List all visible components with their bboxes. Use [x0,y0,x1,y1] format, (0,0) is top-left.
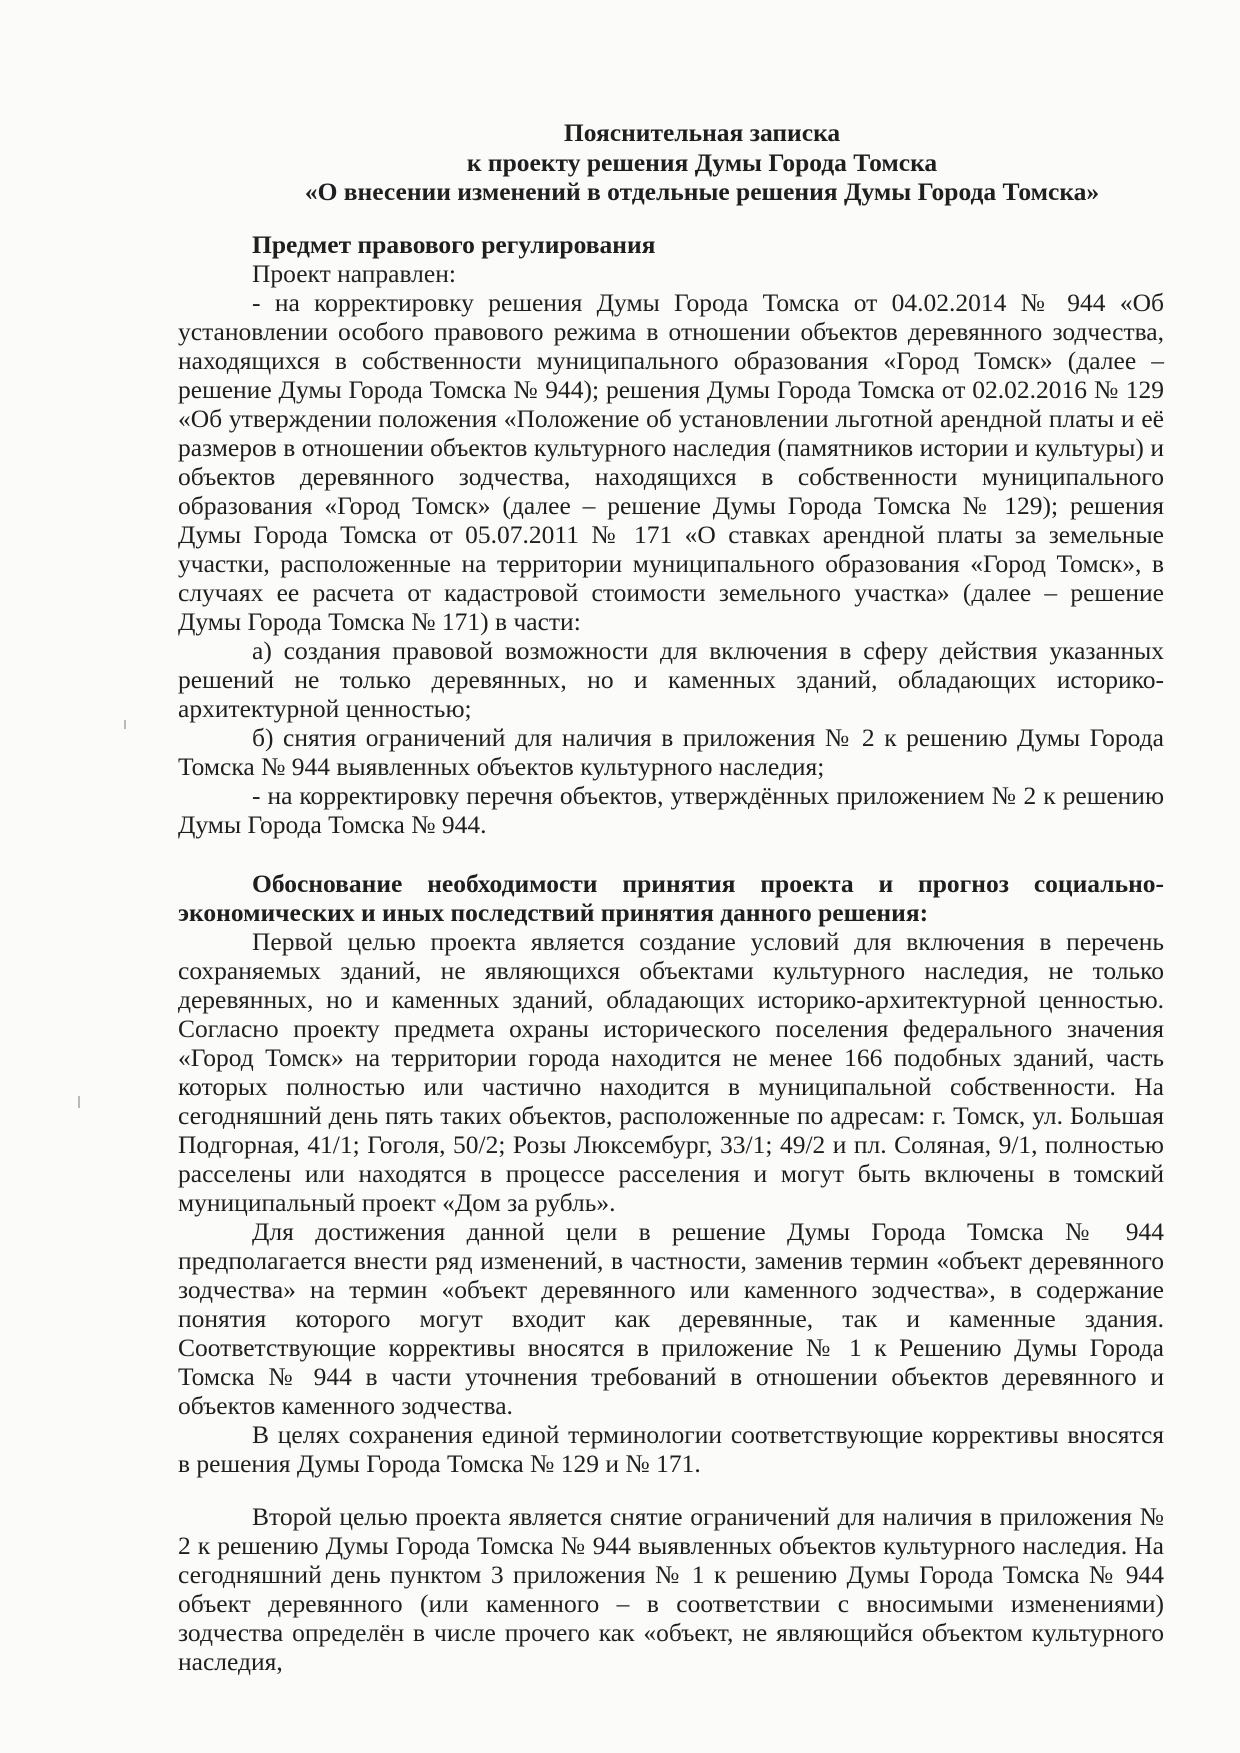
scan-artifact [124,720,126,729]
paragraph: В целях сохранения единой терминологии соответствующие коррективы вносятся в решения Думы Города Томска № 129 и № 171. [178,1420,1164,1478]
section-heading-justification: Обоснование необходимости принятия проекта и прогноз социально-экономических и иных последствий принятия данного решения: [178,869,1164,927]
paragraph: - на корректировку решения Думы Города Томска от 04.02.2014 № 944 «Об установлении особого правового режима в отношении объектов деревянного зодчества, находящихся в собственности муниципального образования «Город Томск» (далее – решение Думы Города Томска № 944); решения Думы Города Томска от 02.02.2016 № 129 «Об утверждении положения «Положение об установлении льготной арендной платы и её размеров в отношении объектов культурного наследия (памятников истории и культуры) и объектов деревянного зодчества, находящихся в собственности муниципального образования «Город Томск» (далее – решение Думы Города Томска № 129); решения Думы Города Томска от 05.07.2011 № 171 «О ставках арендной платы за земельные участки, расположенные на территории муниципального образования «Город Томск», в случаях ее расчета от кадастровой стоимости земельного участка» (далее – решение Думы Города Томска № 171) в части: [178,288,1164,636]
scan-artifact [78,1096,80,1108]
paragraph: а) создания правовой возможности для включения в сферу действия указанных решений не только деревянных, но и каменных зданий, обладающих историко-архитектурной ценностью; [178,636,1164,723]
document-title [160,118,1240,207]
paragraph: Для достижения данной цели в решение Думы Города Томска № 944 предполагается внести ряд изменений, в частности, заменив термин «объект деревянного зодчества» на термин «объект деревянного или каменного зодчества», в содержание понятия которого могут входит как деревянные, так и каменные здания. Соответствующие коррективы вносятся в приложение № 1 к Решению Думы Города Томска № 944 в части уточнения требований в отношении объектов деревянного и объектов каменного зодчества. [178,1217,1164,1420]
section-heading-subject: Предмет правового регулирования [252,230,656,259]
spacer [178,1478,1164,1502]
paragraph: Второй целью проекта является снятие ограничений для наличия в приложения № 2 к решению Думы Города Томска № 944 выявленных объектов культурного наследия. На сегодняшний день пунктом 3 приложения № 1 к решению Думы Города Томска № 944 объект деревянного (или каменного – в соответствии с вносимыми изменениями) зодчества определён в числе прочего как «объект, не являющийся объектом культурного наследия, [178,1502,1164,1676]
paragraph: Проект направлен: [252,259,456,288]
title-line-2: к проекту решения Думы Города Томска [466,147,938,177]
document-body [178,230,1164,1676]
paragraph: Первой целью проекта является создание условий для включения в перечень сохраняемых зданий, не являющихся объектами культурного наследия, не только деревянных, но и каменных зданий, обладающих историко-архитектурной ценностью. Согласно проекту предмета охраны исторического поселения федерального значения «Город Томск» на территории города находится не менее 166 подобных зданий, часть которых полностью или частично находится в муниципальной собственности. На сегодняшний день пять таких объектов, расположенные по адресам: г. Томск, ул. Большая Подгорная, 41/1; Гоголя, 50/2; Розы Люксембург, 33/1; 49/2 и пл. Соляная, 9/1, полностью расселены или находятся в процессе расселения и могут быть включены в томский муниципальный проект «Дом за рубль». [178,927,1164,1217]
paragraph: б) снятия ограничений для наличия в приложения № 2 к решению Думы Города Томска № 944 выявленных объектов культурного наследия; [178,723,1164,781]
title-line-1: Пояснительная записка [563,118,841,147]
spacer [178,839,1164,869]
title-line-3: «О внесении изменений в отдельные решения Думы Города Томска» [304,177,1100,206]
paragraph: - на корректировку перечня объектов, утверждённых приложением № 2 к решению Думы Города Томска № 944. [178,781,1164,839]
